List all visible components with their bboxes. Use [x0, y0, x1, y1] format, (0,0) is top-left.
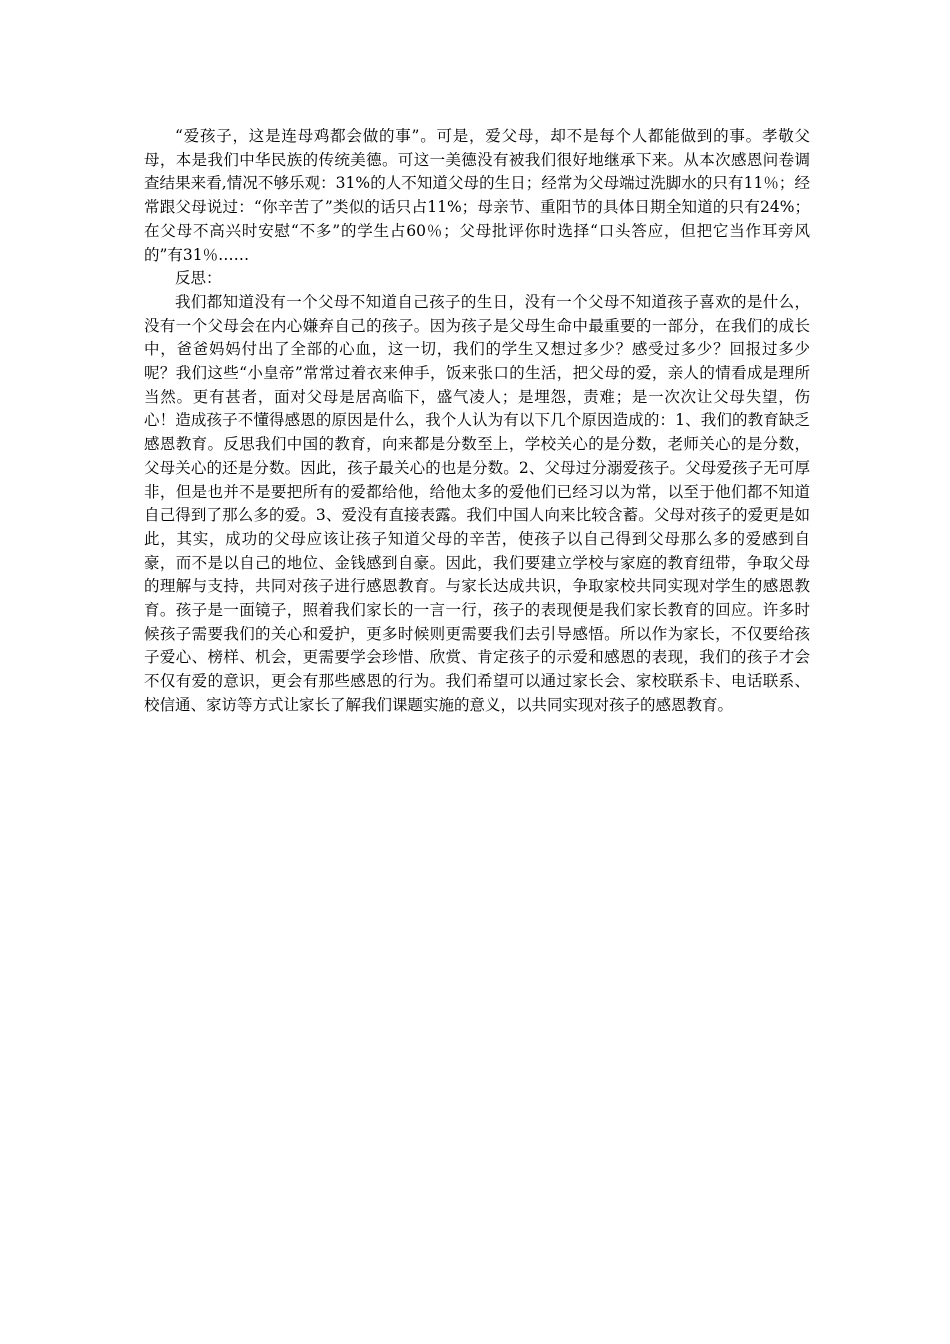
- paragraph-reflection-heading: 反思：: [175, 269, 222, 288]
- document-body: [144, 125, 810, 718]
- paragraph-reflection-body: 我们都知道没有一个父母不知道自己孩子的生日，没有一个父母不知道孩子喜欢的是什么，没有一个父母会在内心嫌弃自己的孩子。因为孩子是父母生命中最重要的一部分，在我们的成长中，爸爸妈妈付出了全部的心血，这一切，我们的学生又想过多少？感受过多少？回报过多少呢？我们这些“小皇帝”常常过着衣来伸手，饭来张口的生活，把父母的爱，亲人的情看成是理所当然。更有甚者，面对父母是居高临下，盛气凌人；是埋怨，责难；是一次次让父母失望，伤心！造成孩子不懂得感恩的原因是什么，我个人认为有以下几个原因造成的：1、我们的教育缺乏感恩教育。反思我们中国的教育，向来都是分数至上，学校关心的是分数，老师关心的是分数，父母关心的还是分数。因此，孩子最关心的也是分数。2、父母过分溺爱孩子。父母爱孩子无可厚非，但是也并不是要把所有的爱都给他，给他太多的爱他们已经习以为常，以至于他们都不知道自己得到了那么多的爱。3、爱没有直接表露。我们中国人向来比较含蓄。父母对孩子的爱更是如此，其实，成功的父母应该让孩子知道父母的辛苦，使孩子以自己得到父母那么多的爱感到自豪，而不是以自己的地位、金钱感到自豪。因此，我们要建立学校与家庭的教育纽带，争取父母的理解与支持，共同对孩子进行感恩教育。与家长达成共识，争取家校共同实现对学生的感恩教育。孩子是一面镜子，照着我们家长的一言一行，孩子的表现便是我们家长教育的回应。许多时候孩子需要我们的关心和爱护，更多时候则更需要我们去引导感悟。所以作为家长，不仅要给孩子爱心、榜样、机会，更需要学会珍惜、欣赏、肯定孩子的示爱和感恩的表现，我们的孩子才会不仅有爱的意识，更会有那些感恩的行为。我们希望可以通过家长会、家校联系卡、电话联系、校信通、家访等方式让家长了解我们课题实施的意义，以共同实现对孩子的感恩教育。: [144, 292, 810, 714]
- paragraph-survey-results: “爱孩子，这是连母鸡都会做的事”。可是，爱父母，却不是每个人都能做到的事。孝敬父母，本是我们中华民族的传统美德。可这一美德没有被我们很好地继承下来。从本次感恩问卷调查结果来看,情况不够乐观：31%的人不知道父母的生日；经常为父母端过洗脚水的只有11％；经常跟父母说过：“你辛苦了”类似的话只占11%；母亲节、重阳节的具体日期全知道的只有24%；在父母不高兴时安慰“不多”的学生占60％；父母批评你时选择“口头答应，但把它当作耳旁风的”有31％……: [144, 127, 810, 264]
